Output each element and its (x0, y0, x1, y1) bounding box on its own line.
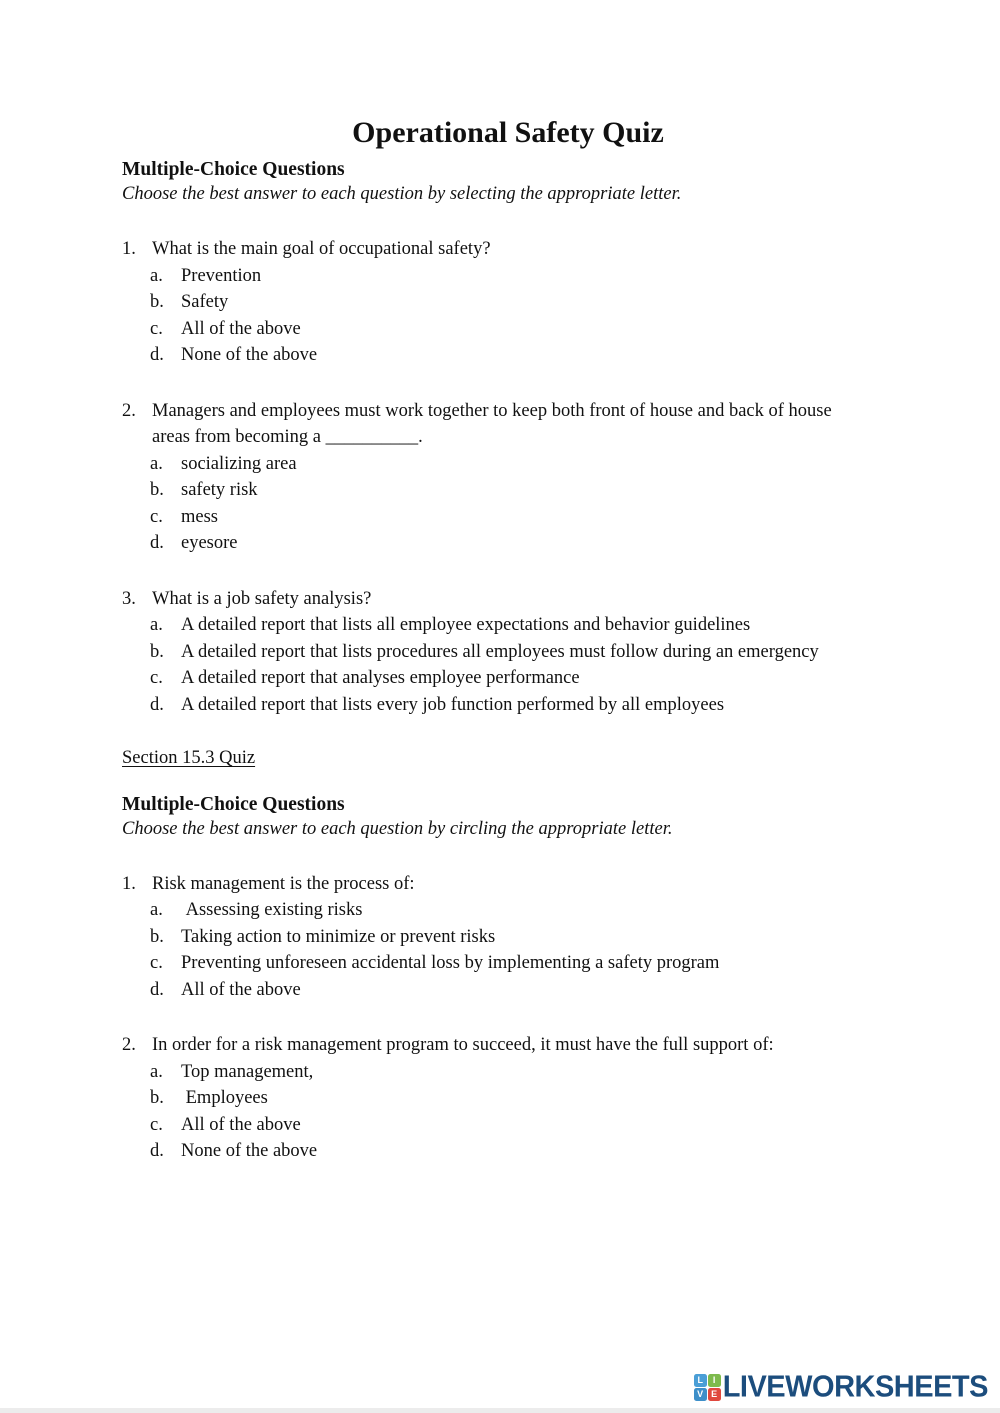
s1-q1-option-c[interactable] (122, 316, 910, 343)
question-text: What is the main goal of occupational safety? (152, 239, 491, 259)
option-letter: c. (150, 953, 163, 973)
liveworksheets-wordmark: LIVEWORKSHEETS (722, 1370, 988, 1404)
s1-q3-option-a[interactable] (122, 612, 910, 639)
section-divider-heading: Section 15.3 Quiz (122, 748, 256, 768)
option-text: A detailed report that analyses employee performance (181, 668, 580, 688)
s2-q1-option-d[interactable] (122, 977, 910, 1004)
option-letter: d. (150, 1141, 164, 1161)
option-letter: d. (150, 694, 164, 715)
question-text: What is a job safety analysis? (152, 588, 372, 609)
option-text: safety risk (181, 480, 258, 500)
s2-q1-option-c[interactable] (122, 950, 910, 977)
s2-question-2 (122, 1032, 910, 1165)
question-number: 1. (122, 239, 136, 259)
option-letter: c. (150, 668, 163, 688)
s1-q3-option-b[interactable] (122, 639, 910, 666)
option-text: All of the above (181, 979, 301, 1000)
worksheet-title: Operational Safety Quiz (352, 116, 664, 149)
option-letter: d. (150, 979, 164, 1000)
question-line (122, 1032, 910, 1059)
question-number: 2. (122, 1035, 136, 1055)
page-bottom-edge (0, 1408, 1000, 1413)
s1-q2-option-c[interactable] (122, 504, 910, 531)
option-letter: c. (150, 1114, 163, 1135)
option-text: Taking action to minimize or prevent risks (181, 926, 496, 947)
s2-q1-option-a[interactable] (122, 897, 910, 924)
question-text: In order for a risk management program to succeed, it must have the full support of: (152, 1035, 774, 1055)
s1-q2-option-a[interactable] (122, 451, 910, 478)
s1-q3-option-c[interactable] (122, 665, 910, 692)
option-text: Prevention (181, 265, 262, 286)
logo-cell-i: I (708, 1374, 721, 1387)
part1-heading: Multiple-Choice Questions (122, 159, 345, 180)
s1-q1-option-d[interactable] (122, 342, 910, 369)
option-letter: c. (150, 318, 163, 339)
option-letter: a. (150, 1061, 163, 1082)
option-text: Preventing unforeseen accidental loss by implementing a safety program (181, 953, 720, 973)
option-text: Top management, (181, 1061, 314, 1082)
option-text: A detailed report that lists every job function performed by all employees (181, 694, 725, 715)
option-letter: d. (150, 533, 164, 553)
option-text: None of the above (181, 345, 318, 365)
logo-cell-e: E (708, 1388, 721, 1401)
s1-q2-option-b[interactable] (122, 477, 910, 504)
option-letter: a. (150, 615, 163, 635)
option-letter: a. (150, 900, 163, 920)
question-text: Risk management is the process of: (152, 873, 415, 894)
s2-q2-option-a[interactable] (122, 1059, 910, 1086)
s1-q1-option-a[interactable] (122, 263, 910, 290)
option-text: All of the above (181, 318, 301, 339)
s2-q2-option-b[interactable] (122, 1085, 910, 1112)
s1-q3-option-d[interactable] (122, 692, 910, 719)
s1-q2-option-d[interactable] (122, 530, 910, 557)
option-letter: a. (150, 265, 163, 286)
question-line (122, 398, 910, 451)
s2-question-1 (122, 871, 910, 1004)
s2-q2-option-c[interactable] (122, 1112, 910, 1139)
s1-question-3 (122, 586, 910, 719)
s1-question-2 (122, 398, 910, 557)
part2-heading: Multiple-Choice Questions (122, 793, 345, 815)
part1-instruction: Choose the best answer to each question by selecting the appropriate letter. (122, 184, 682, 204)
question-line (122, 236, 910, 263)
option-letter: b. (150, 1088, 164, 1108)
option-text: eyesore (181, 533, 238, 553)
question-number: 1. (122, 873, 136, 894)
s2-q1-option-b[interactable] (122, 924, 910, 951)
option-text: A detailed report that lists all employee expectations and behavior guidelines (181, 615, 751, 635)
question-number: 2. (122, 400, 136, 421)
option-letter: b. (150, 641, 164, 662)
question-number: 3. (122, 588, 136, 609)
question-line (122, 871, 910, 898)
option-text: Employees (181, 1088, 268, 1108)
option-text: socializing area (181, 453, 297, 474)
option-text: mess (181, 506, 218, 527)
logo-cell-l: L (694, 1374, 707, 1387)
option-letter: b. (150, 292, 164, 312)
logo-cell-v: V (694, 1388, 707, 1401)
liveworksheets-logo[interactable] (694, 1370, 988, 1404)
s1-q1-option-b[interactable] (122, 289, 910, 316)
question-text: Managers and employees must work together to keep both front of house and back of house areas from becoming a __________. (152, 400, 832, 447)
option-text: Safety (181, 292, 229, 312)
option-text: None of the above (181, 1141, 318, 1161)
part2-instruction: Choose the best answer to each question by circling the appropriate letter. (122, 818, 673, 839)
option-text: A detailed report that lists procedures all employees must follow during an emergency (181, 641, 819, 662)
option-text: Assessing existing risks (181, 900, 363, 920)
option-text: All of the above (181, 1114, 301, 1135)
option-letter: a. (150, 453, 163, 474)
option-letter: d. (150, 345, 164, 365)
s2-q2-option-d[interactable] (122, 1138, 910, 1165)
option-letter: c. (150, 506, 163, 527)
option-letter: b. (150, 480, 164, 500)
liveworksheets-grid-icon (694, 1374, 721, 1401)
option-letter: b. (150, 926, 164, 947)
s1-question-1 (122, 236, 910, 369)
question-line (122, 586, 910, 613)
